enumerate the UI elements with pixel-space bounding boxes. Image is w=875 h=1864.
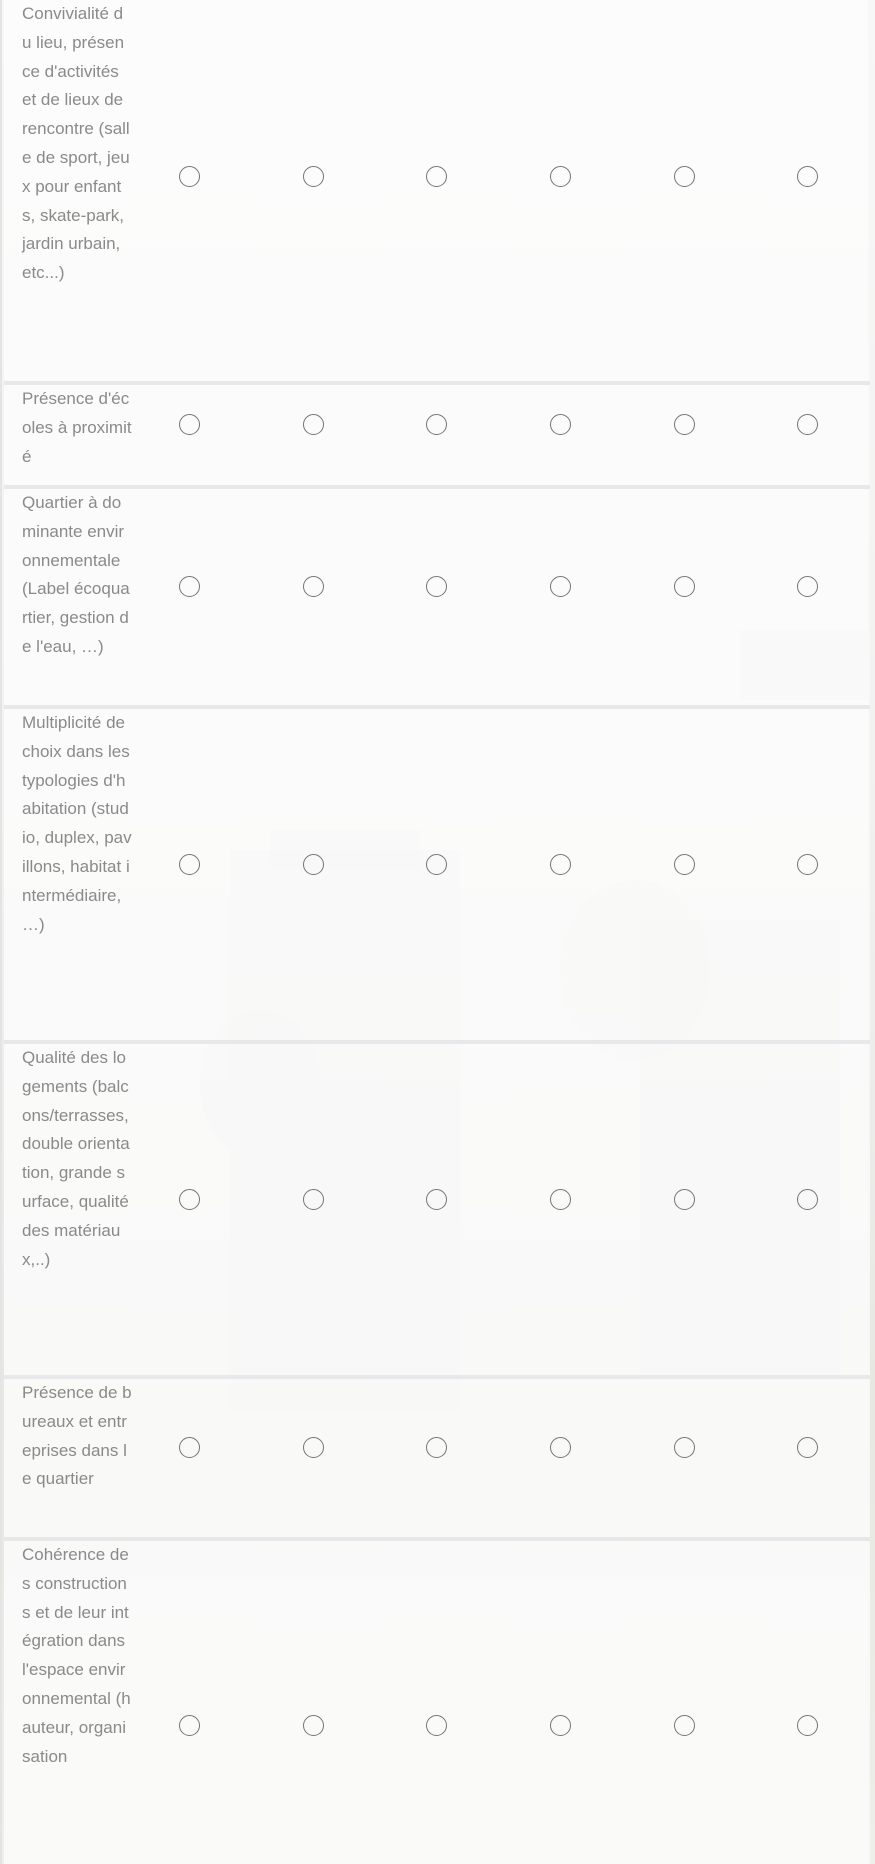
matrix-row xyxy=(4,385,870,489)
rating-radio[interactable] xyxy=(303,166,324,187)
rating-radio[interactable] xyxy=(426,576,447,597)
rating-radio[interactable] xyxy=(303,1189,324,1210)
rating-radio[interactable] xyxy=(179,1189,200,1210)
rating-radio[interactable] xyxy=(179,1715,200,1736)
rating-radio[interactable] xyxy=(179,414,200,435)
rating-radio[interactable] xyxy=(303,414,324,435)
matrix-row xyxy=(4,1379,870,1541)
rating-radio[interactable] xyxy=(550,414,571,435)
rating-radio[interactable] xyxy=(550,576,571,597)
rating-radio[interactable] xyxy=(674,166,695,187)
row-label: Quartier à dominante environnementale (Label écoquartier, gestion de l'eau, …) xyxy=(22,493,130,656)
rating-radio[interactable] xyxy=(426,166,447,187)
rating-radio[interactable] xyxy=(550,166,571,187)
rating-radio[interactable] xyxy=(797,854,818,875)
rating-radio[interactable] xyxy=(550,1715,571,1736)
row-label: Qualité des logements (balcons/terrasses, double orientation, grande surface, qualité des matériaux,..) xyxy=(22,1048,130,1269)
rating-radio[interactable] xyxy=(674,854,695,875)
rating-radio[interactable] xyxy=(674,576,695,597)
rating-radio[interactable] xyxy=(797,1189,818,1210)
rating-radio[interactable] xyxy=(303,854,324,875)
matrix-row xyxy=(4,489,870,709)
rating-radio[interactable] xyxy=(797,576,818,597)
rating-radio[interactable] xyxy=(303,576,324,597)
matrix-row xyxy=(4,709,870,1044)
rating-radio[interactable] xyxy=(674,414,695,435)
rating-radio[interactable] xyxy=(550,1189,571,1210)
row-label: Multiplicité de choix dans les typologies d'habitation (studio, duplex, pavillons, habitat intermédiaire, …) xyxy=(22,713,132,934)
rating-radio[interactable] xyxy=(797,1715,818,1736)
rating-radio[interactable] xyxy=(426,1189,447,1210)
row-label: Convivialité du lieu, présence d'activités et de lieux de rencontre (salle de sport, jeux pour enfants, skate-park, jardin urbain, etc...) xyxy=(22,4,130,283)
rating-radio[interactable] xyxy=(550,854,571,875)
rating-radio[interactable] xyxy=(179,854,200,875)
rating-radio[interactable] xyxy=(674,1189,695,1210)
matrix-row xyxy=(4,0,870,385)
rating-radio[interactable] xyxy=(797,1437,818,1458)
rating-radio[interactable] xyxy=(426,1715,447,1736)
rating-radio[interactable] xyxy=(797,414,818,435)
rating-radio[interactable] xyxy=(674,1715,695,1736)
matrix-row xyxy=(4,1541,870,1864)
rating-radio[interactable] xyxy=(426,414,447,435)
row-label: Présence d'écoles à proximité xyxy=(22,389,132,466)
matrix-row xyxy=(4,1044,870,1379)
rating-radio[interactable] xyxy=(797,166,818,187)
rating-radio[interactable] xyxy=(550,1437,571,1458)
rating-radio[interactable] xyxy=(303,1437,324,1458)
rating-radio[interactable] xyxy=(179,576,200,597)
rating-radio[interactable] xyxy=(179,1437,200,1458)
rating-radio[interactable] xyxy=(674,1437,695,1458)
row-label: Présence de bureaux et entreprises dans le quartier xyxy=(22,1383,132,1489)
row-label: Cohérence des constructions et de leur intégration dans l'espace environnemental (hauteur, organisation xyxy=(22,1545,131,1766)
rating-radio[interactable] xyxy=(426,1437,447,1458)
rating-radio[interactable] xyxy=(426,854,447,875)
rating-radio[interactable] xyxy=(303,1715,324,1736)
rating-radio[interactable] xyxy=(179,166,200,187)
